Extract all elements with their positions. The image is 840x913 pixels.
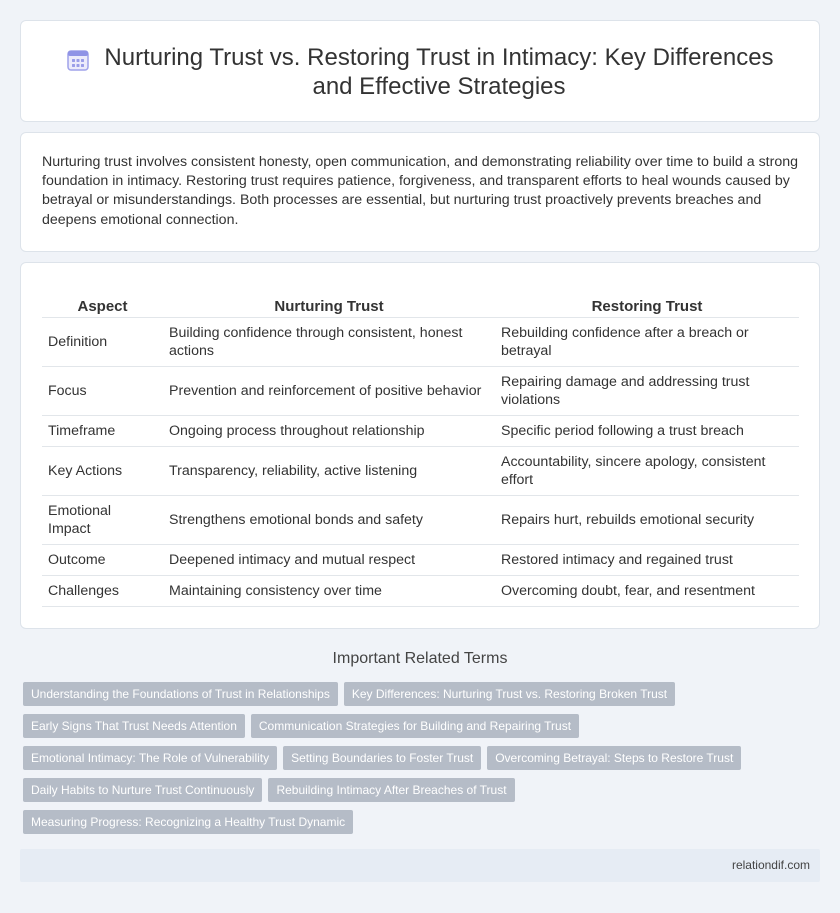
table-cell: Ongoing process throughout relationship <box>163 416 495 447</box>
intro-card <box>20 132 820 252</box>
table-cell: Emotional Impact <box>42 496 163 545</box>
intro-paragraph: Nurturing trust involves consistent honesty, open communication, and demonstrating reliability over time to build a strong foundation in intimacy. Restoring trust requires patience, forgiveness, and transparent efforts to heal wounds caused by betrayal or misunderstandings. Both processes are essential, but nurturing trust proactively prevents breaches and deepens emotional connection. <box>42 154 798 228</box>
table-cell: Restored intimacy and regained trust <box>495 545 799 576</box>
related-term-link[interactable]: Early Signs That Trust Needs Attention <box>23 714 245 738</box>
table-cell: Overcoming doubt, fear, and resentment <box>495 576 799 607</box>
table-cell: Repairing damage and addressing trust violations <box>495 367 799 416</box>
related-term-link[interactable]: Daily Habits to Nurture Trust Continuously <box>23 778 262 802</box>
title-card <box>20 20 820 122</box>
table-cell: Specific period following a trust breach <box>495 416 799 447</box>
table-cell: Challenges <box>42 576 163 607</box>
table-cell: Timeframe <box>42 416 163 447</box>
related-term-link[interactable]: Communication Strategies for Building and Repairing Trust <box>251 714 579 738</box>
table-cell: Outcome <box>42 545 163 576</box>
table-cell: Transparency, reliability, active listening <box>163 447 495 496</box>
related-terms-heading: Important Related Terms <box>332 650 508 667</box>
table-cell: Maintaining consistency over time <box>163 576 495 607</box>
table-row <box>42 447 799 496</box>
related-term-link[interactable]: Key Differences: Nurturing Trust vs. Restoring Broken Trust <box>344 682 675 706</box>
related-term-link[interactable]: Emotional Intimacy: The Role of Vulnerability <box>23 746 277 770</box>
table-cell: Prevention and reinforcement of positive behavior <box>163 367 495 416</box>
comparison-table-card <box>20 262 820 629</box>
column-header: Restoring Trust <box>495 296 799 318</box>
comparison-table <box>42 296 799 607</box>
related-term-link[interactable]: Measuring Progress: Recognizing a Healthy Trust Dynamic <box>23 810 353 834</box>
table-cell: Key Actions <box>42 447 163 496</box>
table-row <box>42 416 799 447</box>
table-cell: Repairs hurt, rebuilds emotional security <box>495 496 799 545</box>
table-cell: Definition <box>42 318 163 367</box>
related-term-link[interactable]: Rebuilding Intimacy After Breaches of Trust <box>268 778 514 802</box>
table-cell: Strengthens emotional bonds and safety <box>163 496 495 545</box>
table-cell: Building confidence through consistent, honest actions <box>163 318 495 367</box>
table-row <box>42 318 799 367</box>
table-row <box>42 496 799 545</box>
page-title: Nurturing Trust vs. Restoring Trust in Intimacy: Key Differences and Effective Strategies <box>104 44 774 100</box>
related-term-link[interactable]: Understanding the Foundations of Trust in Relationships <box>23 682 338 706</box>
table-row <box>42 545 799 576</box>
table-cell: Deepened intimacy and mutual respect <box>163 545 495 576</box>
table-row <box>42 576 799 607</box>
column-header: Aspect <box>42 296 163 318</box>
site-name[interactable]: relationdif.com <box>731 858 810 872</box>
table-cell: Focus <box>42 367 163 416</box>
footer <box>20 849 820 882</box>
related-terms-list <box>23 682 783 842</box>
table-row <box>42 367 799 416</box>
table-cell: Accountability, sincere apology, consistent effort <box>495 447 799 496</box>
table-cell: Rebuilding confidence after a breach or betrayal <box>495 318 799 367</box>
column-header: Nurturing Trust <box>163 296 495 318</box>
related-term-link[interactable]: Overcoming Betrayal: Steps to Restore Trust <box>487 746 741 770</box>
related-term-link[interactable]: Setting Boundaries to Foster Trust <box>283 746 481 770</box>
